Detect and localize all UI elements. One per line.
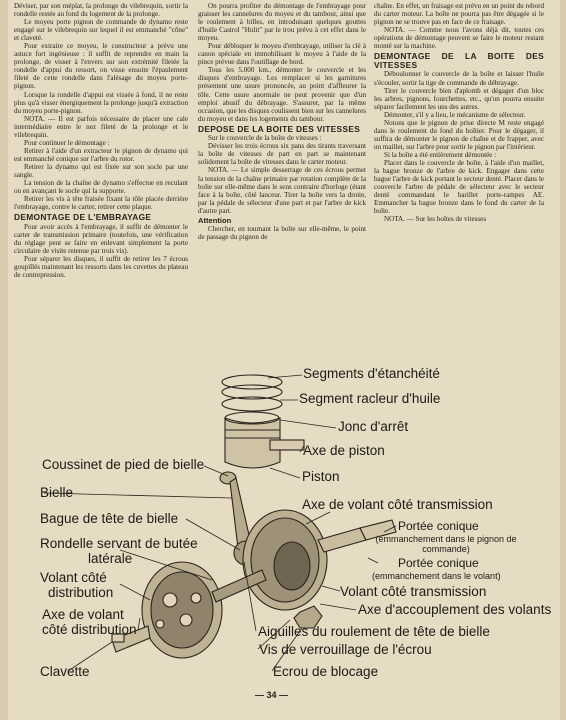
label-volant-distrib-2: distribution xyxy=(48,585,114,600)
label-axe-volant-distrib-2: côté distribution xyxy=(42,622,137,637)
label-piston: Piston xyxy=(302,469,340,484)
paragraph: La tension de la chaîne de dynamo s'effectue en reculant ou en avançant le socle qui la supporte. xyxy=(14,179,188,196)
paragraph: Le moyeu porte pignon de commande de dynamo reste engagé sur le vilebrequin sur lequel il est emmanché "cône" et claveté. xyxy=(14,18,188,43)
paragraph: Si la boîte a été entièrement démontée : xyxy=(384,150,497,159)
label-axe-volant-distrib-1: Axe de volant xyxy=(42,607,124,622)
section-heading: DEMONTAGE DE L'EMBRAYAGE xyxy=(14,212,152,223)
label-jonc: Jonc d'arrêt xyxy=(338,419,409,434)
page-number: — 34 — xyxy=(255,690,289,700)
paragraph: Retirer les vis à tête fraisée fixant la tôle placée derrière l'embrayage, contre le carter, retirer cette plaque. xyxy=(14,195,188,212)
transmission-axle xyxy=(318,528,366,552)
text-column-1 xyxy=(14,2,188,279)
label-axe-piston: Axe de piston xyxy=(303,443,385,458)
paragraph: NOTA. — Le simple desserrage de ces écrous permet la tension de la chaîne primaire par rotation complète de la boîte sur elle-même dans le sens contraire d'horloge (étant face à la boîte, côté lanceur. Tirer la boîte vers la droite, par la pédale de sélecteur d'une part et par l'arbre de kick d'autre part. xyxy=(198,166,366,215)
section-heading: DEPOSE DE LA BOITE DES VITESSES xyxy=(198,123,361,134)
paragraph: Déboulonner le couvercle de la boîte et laisser l'huile s'écouler, sortir la tige de commande de débrayage. xyxy=(374,70,544,87)
label-coussinet: Coussinet de pied de bielle xyxy=(42,457,205,472)
paragraph: Placer dans le couvercle de boîte, à l'aide d'un maillet, la bague bronze de l'arbre de kick. Engager dans cette bague l'arbre de kick portant le secteur denté. Placer dans le couvercle l'arbre de pédale de sélecteur avec le secteur denté commandant le barillet porte-rampes AE. Emmancher la bague bronze dans le fond du carter de la boîte. xyxy=(374,158,544,216)
label-portee-conique-2-sub: (emmanchement dans le volant) xyxy=(372,571,501,581)
label-rondelle-1: Rondelle servant de butée xyxy=(40,536,198,551)
label-rondelle-2: latérale xyxy=(88,551,133,566)
label-portee-conique-2: Portée conique xyxy=(398,556,479,570)
paragraph: Chercher, en tournant la boîte sur elle-même, le point de passage du pignon de xyxy=(198,225,366,242)
paragraph: Retirer à l'aide d'un extracteur le pignon de dynamo qui est emmanché conique sur l'arbre du rotor. xyxy=(14,146,188,163)
paragraph: Notons que le pignon de prise directe M reste engagé dans le roulement du fond du boîtier. Pour le dégager, il suffira de démonter le pignon de chaîne et de frapper, avec un maillet, sur l'arbre pour sortir le pignon par l'intérieur. xyxy=(374,118,544,151)
label-vis-verrouillage: Vis de verrouillage de l'écrou xyxy=(259,642,432,657)
paragraph: Dévisser les trois écrous six pans des tirants traversant la boîte de vitesses de part en part se maintenant solidement la boîte de vitesses dans le carter moteur. xyxy=(198,142,366,167)
label-portee-conique-1-sub: (emmanchement dans le pignon de commande) xyxy=(375,534,517,554)
label-volant-transmission: Volant côté transmission xyxy=(340,584,487,599)
label-axe-accouplement: Axe d'accouplement des volants xyxy=(358,602,552,617)
label-axe-volant-transmission: Axe de volant côté transmission xyxy=(302,497,493,512)
text-column-3 xyxy=(374,2,544,223)
paragraph: Tirer le couvercle bien d'aplomb et dégager d'un bloc les arbres, pignons, fourchettes, etc., qu'on pourra ensuite séparer facilement les uns des autres. xyxy=(374,86,544,111)
paragraph: Pour débloquer le moyeu d'embrayage, utiliser la clé à canon spéciale en immobilisant le moyeu à l'aide de la pince prévue dans l'outillage de bord. xyxy=(198,42,366,67)
section-heading: Attention xyxy=(198,215,232,225)
paragraph: chaîne. En effet, un fraisage est prévu en un point du rebord du carter moteur. La boîte ne pourra pas être dégagée si le pignon ne se trouve pas en face de ce fraisage. xyxy=(374,2,544,27)
paragraph: Pour continuer le démontage : xyxy=(24,138,110,147)
paragraph: NOTA. — Il est parfois nécessaire de placer une cale intermédiaire entre le nez fileté de la prolonge et le vilebrequin. xyxy=(14,114,188,139)
paragraph: NOTA. — Comme nous l'avons déjà dit, toutes ces opérations de démontage peuvent se faire le moteur restant monté sur la machine. xyxy=(374,26,544,51)
text-column-2 xyxy=(198,2,366,241)
label-portee-conique-1: Portée conique xyxy=(398,519,479,533)
label-clavette: Clavette xyxy=(40,664,90,679)
label-segment-racleur: Segment racleur d'huile xyxy=(299,391,441,406)
paragraph: Retirer la dynamo qui est fixée sur son socle par une sangle. xyxy=(14,162,188,179)
paragraph: Pour extraire ce moyeu, le constructeur a prévu une astuce fort ingénieuse : il suffit de reprendre en main la prolonge, de visser à l'envers sur son extrémité filetée la rondelle d'appui du ressort, on visse ensuite l'épaulement fileté de cette rondelle dans l'alésage du moyeu porte-pignon. xyxy=(14,42,188,91)
label-aiguilles: Aiguilles du roulement de tête de bielle xyxy=(258,624,490,639)
paragraph: Lorsque la rondelle d'appui est vissée à fond, il ne reste plus qu'à visser énergiquement la prolonge jusqu'à extraction du moyeu porte-pignon. xyxy=(14,90,188,115)
paragraph: Sur le couvercle de la boîte de vitesses : xyxy=(208,134,322,143)
section-heading: DEMONTAGE DE LA BOITE DES VITESSES xyxy=(374,51,544,70)
label-segments: Segments d'étanchéité xyxy=(303,366,440,381)
label-volant-distrib-1: Volant côté xyxy=(40,570,107,585)
label-bague-tete: Bague de tête de bielle xyxy=(40,511,179,526)
paragraph: Déviser, par son méplat, la prolonge du vilebrequin, sortir la rondelle restée au fond du logement de la prolonge. xyxy=(14,2,188,19)
paragraph: Tous les 5.000 km., démonter le couvercle et les disques d'embrayage. Les remplacer si les garnitures présentent une usure prononcée, au point d'affleurer la tôle. Cette usure anormale ne peut provenir que d'un emploi abusif du débrayage. S'assurer, par la même occasion, que les disques coulissent bien sur les cannelures du moyeu et dans les logements du tambour. xyxy=(198,66,366,123)
paragraph: Démonter, s'il y a lieu, le mécanisme de sélecteur. xyxy=(384,110,526,119)
piston-pin xyxy=(270,440,304,450)
paragraph: NOTA. — Sur les boîtes de vitesses xyxy=(384,215,487,224)
paragraph: On pourra profiter du démontage de l'embrayage pour graisser les cannelures du moyeu et du tambour, ainsi que le roulement à billes, en introduisant quelques gouttes d'huile Castrol "Hulit" par le trou prévu à cet effet dans le moyeu. xyxy=(198,2,366,43)
label-ecrou-blocage: Ecrou de blocage xyxy=(273,664,379,679)
label-bielle: Bielle xyxy=(40,485,74,500)
paragraph: Pour avoir accès à l'embrayage, il suffit de démonter le carter de transmission primaire (toutefois, une vérification du réglage peut se faire en enlevant simplement la porte circulaire de visite retenue par trois vis). xyxy=(14,222,188,255)
paragraph: Pour séparer les disques, il suffit de retirer les 7 écrous goupillés maintenant les ressorts dans les cuvettes du plateau de contrepression. xyxy=(14,255,188,280)
